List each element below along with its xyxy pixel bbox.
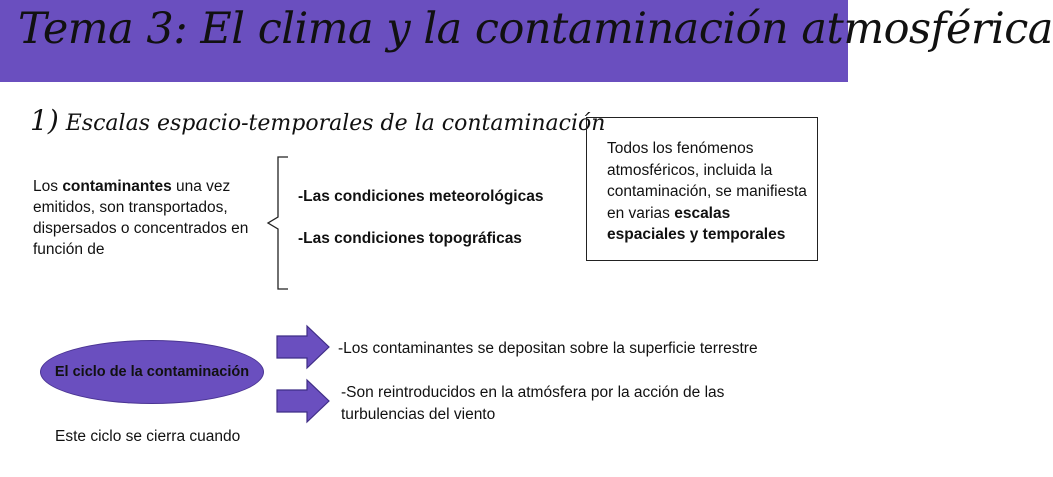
curly-brace-icon (264, 155, 294, 291)
condition-topographical: -Las condiciones topográficas (298, 230, 522, 247)
condition-meteorological: -Las condiciones meteorológicas (298, 188, 544, 205)
right-arrow-icon (276, 379, 330, 423)
section-heading (30, 104, 605, 137)
cycle-label: El ciclo de la contaminación (54, 364, 250, 380)
section-title: Escalas espacio-temporales de la contaminación (65, 111, 606, 136)
intro-keyword: contaminantes (62, 178, 172, 195)
cycle-ellipse (40, 340, 264, 404)
intro-paragraph (33, 176, 268, 260)
cycle-closing-text: Este ciclo se cierra cuando (55, 428, 241, 445)
note-keyword: escalas espaciales y temporales (607, 204, 786, 243)
note-box (586, 117, 818, 261)
intro-text-before: Los (33, 178, 63, 195)
consequence-reintroduction: -Son reintroducidos en la atmósfera por la acción de las turbulencias del viento (341, 384, 725, 423)
note-text: Todos los fenómenos atmosféricos, incluida la contaminación, se manifiesta en varias (607, 140, 807, 222)
intro-text-after: una vez emitidos, son transportados, dispersados o concentrados en función de (33, 178, 249, 258)
title-banner (0, 0, 1053, 82)
right-arrow-icon (276, 325, 330, 369)
page-title: Tema 3: El clima y la contaminación atmosférica (18, 4, 1053, 54)
consequence-deposit: -Los contaminantes se depositan sobre la superficie terrestre (338, 340, 758, 357)
section-number: 1) (30, 104, 59, 137)
